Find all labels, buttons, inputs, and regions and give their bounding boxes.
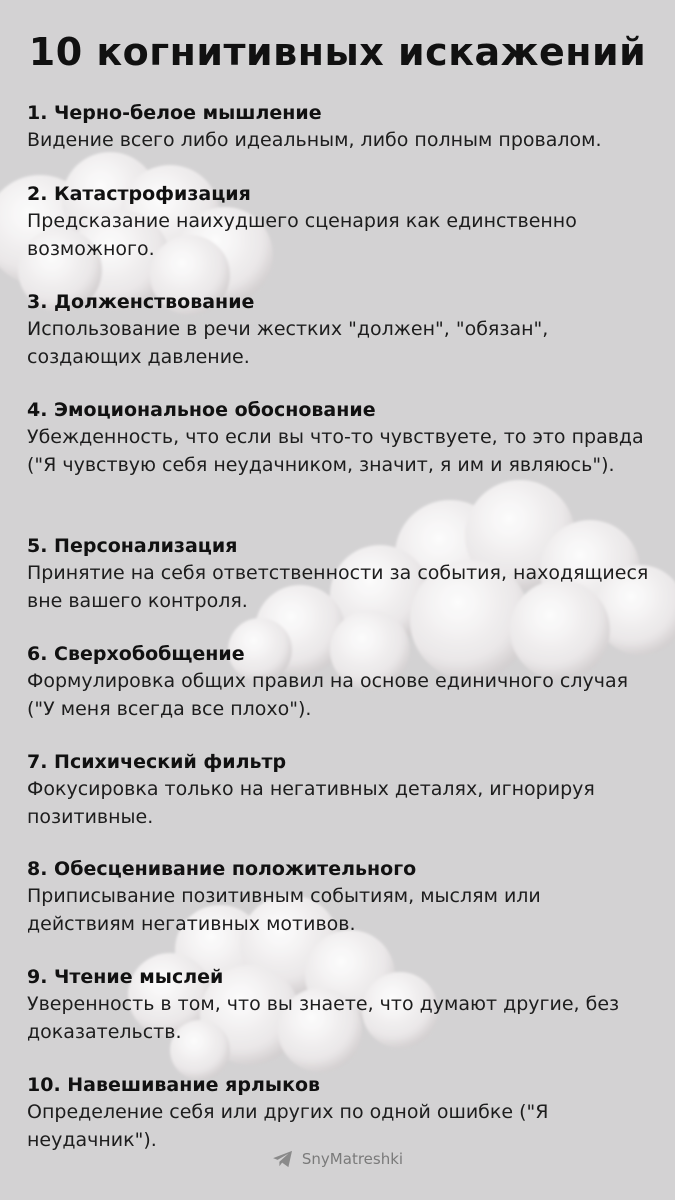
item-description: Предсказание наихудшего сценария как единственно возможного. [27, 210, 577, 260]
item-title: 9. Чтение мыслей [27, 966, 224, 988]
item-title: 7. Психический фильтр [27, 751, 287, 773]
list-item [27, 289, 652, 371]
item-description: Определение себя или других по одной ошибке ("Я неудачник"). [27, 1101, 549, 1151]
list-item [27, 100, 652, 154]
item-description: Видение всего либо идеальным, либо полным провалом. [27, 129, 602, 151]
list-item [27, 749, 652, 831]
item-description: Формулировка общих правил на основе единичного случая ("У меня всегда все плохо"). [27, 670, 629, 720]
item-title: 2. Катастрофизация [27, 183, 251, 205]
item-description: Использование в речи жестких "должен", "обязан", создающих давление. [27, 318, 549, 368]
item-description: Приписывание позитивным событиям, мыслям или действиям негативных мотивов. [27, 885, 541, 935]
page-title: 10 когнитивных искажений [28, 30, 647, 74]
item-description: Уверенность в том, что вы знаете, что думают другие, без доказательств. [27, 993, 620, 1043]
list-item [27, 856, 652, 938]
list-item [27, 1072, 652, 1154]
footer-text: SnyMatreshki [301, 1150, 404, 1168]
footer-credit [0, 1150, 675, 1168]
item-title: 4. Эмоциональное обоснование [27, 399, 376, 421]
list-item [27, 964, 652, 1046]
item-description: Фокусировка только на негативных деталях, игнорируя позитивные. [27, 778, 595, 828]
list-item [27, 641, 652, 723]
list-item [27, 181, 652, 263]
item-title: 8. Обесценивание положительного [27, 858, 417, 880]
list-item [27, 397, 652, 479]
item-title: 3. Долженствование [27, 291, 255, 313]
item-title: 1. Черно-белое мышление [27, 102, 322, 124]
item-title: 5. Персонализация [27, 535, 238, 557]
list-item [27, 533, 652, 615]
item-description: Убежденность, что если вы что-то чувствуете, то это правда ("Я чувствую себя неудачником, значит, я им и являюсь"). [27, 426, 644, 476]
item-title: 10. Навешивание ярлыков [27, 1074, 321, 1096]
item-description: Принятие на себя ответственности за события, находящиеся вне вашего контроля. [27, 562, 649, 612]
item-title: 6. Сверхобобщение [27, 643, 245, 665]
telegram-icon [272, 1150, 294, 1168]
